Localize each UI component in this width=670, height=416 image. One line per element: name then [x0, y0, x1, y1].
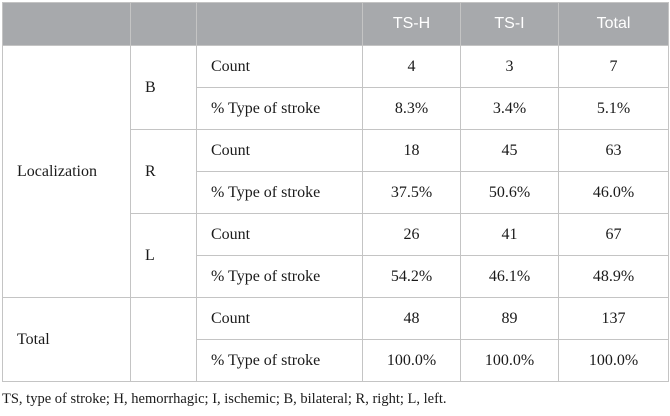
header-ts-i: TS-I	[461, 3, 559, 46]
total-group-blank	[131, 298, 197, 382]
cell-b-count-ts-i: 3	[461, 46, 559, 88]
cell-total-pct-ts-i: 100.0%	[461, 340, 559, 382]
table-row	[3, 298, 669, 340]
localization-label: Localization	[3, 46, 131, 298]
group-label-b: B	[131, 46, 197, 130]
measure-label: Count	[197, 214, 363, 256]
cell-r-count-total: 63	[559, 130, 669, 172]
cell-total-count-total: 137	[559, 298, 669, 340]
cell-l-count-total: 67	[559, 214, 669, 256]
header-row	[3, 3, 669, 46]
group-label-r: R	[131, 130, 197, 214]
cell-l-count-ts-i: 41	[461, 214, 559, 256]
measure-label: % Type of stroke	[197, 88, 363, 130]
measure-label: % Type of stroke	[197, 340, 363, 382]
cell-l-pct-ts-i: 46.1%	[461, 256, 559, 298]
cell-total-pct-ts-h: 100.0%	[363, 340, 461, 382]
total-label: Total	[3, 298, 131, 382]
cell-r-pct-ts-i: 50.6%	[461, 172, 559, 214]
measure-label: % Type of stroke	[197, 256, 363, 298]
cell-b-count-ts-h: 4	[363, 46, 461, 88]
cell-b-pct-ts-i: 3.4%	[461, 88, 559, 130]
stroke-localization-table	[2, 2, 669, 382]
cell-r-pct-total: 46.0%	[559, 172, 669, 214]
cell-l-count-ts-h: 26	[363, 214, 461, 256]
header-ts-h: TS-H	[363, 3, 461, 46]
group-label-l: L	[131, 214, 197, 298]
cell-b-count-total: 7	[559, 46, 669, 88]
measure-label: Count	[197, 46, 363, 88]
table-row	[3, 46, 669, 88]
cell-r-count-ts-h: 18	[363, 130, 461, 172]
cell-r-count-ts-i: 45	[461, 130, 559, 172]
table-footnote: TS, type of stroke; H, hemorrhagic; I, ischemic; B, bilateral; R, right; L, left.	[2, 391, 447, 407]
measure-label: Count	[197, 130, 363, 172]
cell-b-pct-ts-h: 8.3%	[363, 88, 461, 130]
header-blank-3	[197, 3, 363, 46]
header-blank-1	[3, 3, 131, 46]
cell-total-count-ts-h: 48	[363, 298, 461, 340]
cell-b-pct-total: 5.1%	[559, 88, 669, 130]
header-total: Total	[559, 3, 669, 46]
cell-l-pct-total: 48.9%	[559, 256, 669, 298]
cell-r-pct-ts-h: 37.5%	[363, 172, 461, 214]
header-blank-2	[131, 3, 197, 46]
cell-total-pct-total: 100.0%	[559, 340, 669, 382]
measure-label: % Type of stroke	[197, 172, 363, 214]
measure-label: Count	[197, 298, 363, 340]
cell-total-count-ts-i: 89	[461, 298, 559, 340]
cell-l-pct-ts-h: 54.2%	[363, 256, 461, 298]
